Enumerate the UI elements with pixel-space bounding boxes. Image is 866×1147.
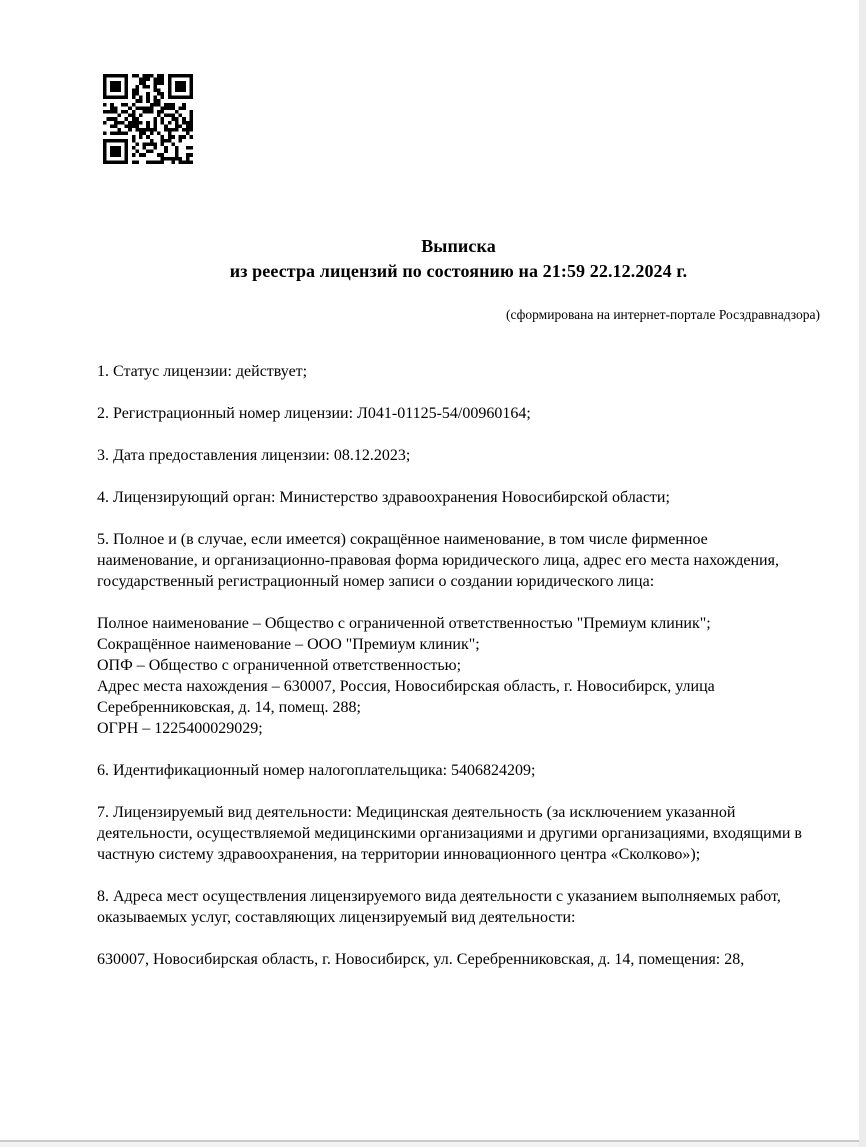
paragraph-line: 2. Регистрационный номер лицензии: Л041-01125-54/00960164; [97, 405, 531, 422]
title-line-1: Выписка [421, 236, 496, 256]
page-edge-right [859, 0, 866, 1147]
paragraph [97, 361, 812, 382]
paragraph-line: ОПФ – Общество с ограниченной ответственностью; [97, 657, 462, 674]
paragraph [97, 802, 812, 865]
paragraph-line: ОГРН – 1225400029029; [97, 720, 263, 737]
document-body [97, 361, 820, 970]
paragraph [97, 886, 812, 928]
paragraph [97, 760, 812, 781]
paragraph [97, 613, 812, 739]
paragraph-line: 5. Полное и (в случае, если имеется) сокращённое наименование, в том числе фирменное наименование, и организационно-правовая форма юридического лица, адрес его места нахождения, государственный регистрационный номер записи о создании юридического лица: [97, 531, 779, 590]
paragraph [97, 529, 812, 592]
paragraph-line: Адрес места нахождения – 630007, Россия, Новосибирская область, г. Новосибирск, улица Серебренниковская, д. 14, помещ. 288; [97, 678, 715, 716]
qr-code [103, 74, 193, 164]
paragraph [97, 445, 812, 466]
paragraph [97, 949, 812, 970]
paragraph [97, 487, 812, 508]
paragraph-line: 3. Дата предоставления лицензии: 08.12.2023; [97, 447, 411, 464]
paragraph [97, 403, 812, 424]
paragraph-line: Полное наименование – Общество с ограниченной ответственностью "Премиум клиник"; [97, 615, 711, 632]
document-title [97, 234, 820, 284]
paragraph-line: 7. Лицензируемый вид деятельности: Медицинская деятельность (за исключением указанной деятельности, осуществляемой медицинскими организациями и другими организациями, входящими в частную систему здравоохранения, на территории инновационного центра «Сколково»); [97, 804, 802, 863]
paragraph-line: 1. Статус лицензии: действует; [97, 363, 308, 380]
paragraph-line: Сокращённое наименование – ООО "Премиум клиник"; [97, 636, 480, 653]
formation-note: (сформирована на интернет-портале Росздравнадзора) [505, 307, 820, 322]
qr-code-image [103, 74, 193, 164]
title-line-2: из реестра лицензий по состоянию на 21:59 22.12.2024 г. [229, 261, 688, 281]
paragraph-line: 630007, Новосибирская область, г. Новосибирск, ул. Серебренниковская, д. 14, помещения: 28, [97, 951, 745, 968]
paragraph-line: 8. Адреса мест осуществления лицензируемого вида деятельности с указанием выполняемых работ, оказываемых услуг, составляющих лицензируемый вид деятельности: [97, 888, 781, 926]
paragraph-line: 6. Идентификационный номер налогоплательщика: 5406824209; [97, 762, 536, 779]
paragraph-line: 4. Лицензирующий орган: Министерство здравоохранения Новосибирской области; [97, 489, 670, 506]
page-edge-bottom [0, 1140, 859, 1147]
